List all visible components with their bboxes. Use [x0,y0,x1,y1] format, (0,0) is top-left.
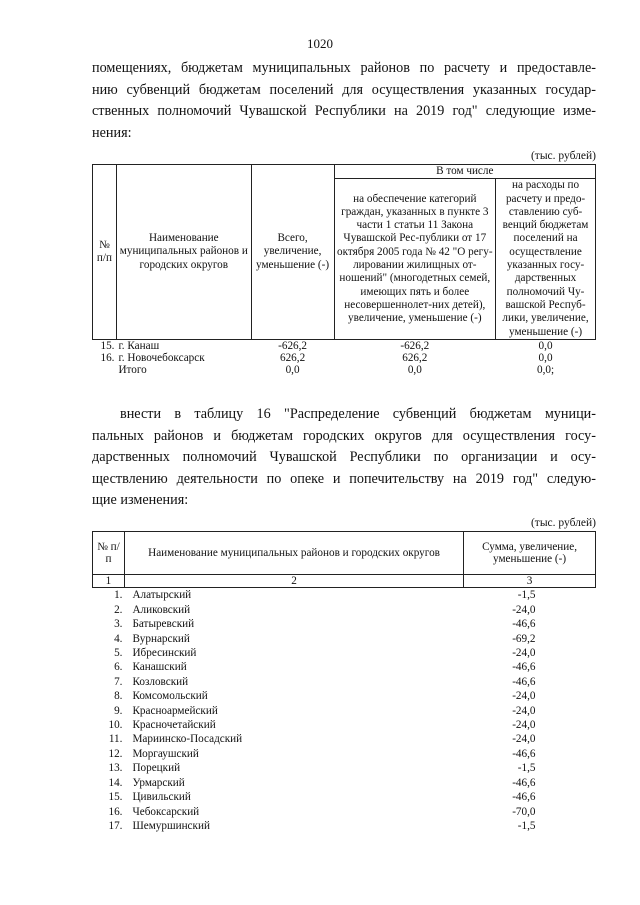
row-name: Аликовский [132,603,191,616]
row-num: 12. [108,747,123,760]
row-name: Ибресинский [132,647,197,660]
row-name: Чебоксарский [132,805,200,818]
row-name: Козловский [132,675,189,688]
t1-header-including: В том числе [334,165,595,179]
row-num: 14. [108,776,123,789]
row-value: -70,0 [512,805,536,818]
middle-line: внести в таблицу 16 "Распределение субвенций бюджетам муници- [120,406,596,422]
row-sub1: 626,2 [402,352,428,365]
t2-body [93,588,596,833]
row-value: -46,6 [512,618,536,631]
row-num: 17. [108,819,123,832]
row-name: Алатырский [132,589,192,602]
row-sub1: 0,0 [407,364,422,377]
row-value: -24,0 [512,647,536,660]
row-value: -1,5 [517,589,536,602]
row-value: -1,5 [517,762,536,775]
row-num: 16. [100,352,115,365]
t2-index-col3: 3 [464,575,596,588]
middle-line: щие изменения: [92,492,189,508]
row-name: Батыревский [132,618,195,631]
row-num: 2. [114,603,123,616]
row-total: 0,0 [285,364,300,377]
t1-header-total: Всего, увеличение, уменьшение (-) [251,165,334,340]
row-value: -46,6 [512,661,536,674]
row-value: -1,5 [517,819,536,832]
row-value: -46,6 [512,776,536,789]
table-row [93,689,596,703]
row-name: Порецкий [132,762,181,775]
table-row [93,339,596,352]
row-name: Шемуршинский [132,819,210,832]
table-row [93,732,596,746]
row-name: Урмарский [132,776,185,789]
row-name: Красноармейский [132,704,218,717]
row-value: -24,0 [512,719,536,732]
row-num: 15. [100,339,115,352]
row-value: -46,6 [512,675,536,688]
row-name: г. Новочебоксарск [118,352,205,365]
page-number: 1020 [307,36,333,51]
row-value: -46,6 [512,791,536,804]
t1-header-name: Наименование муниципальных районов и городских округов [116,165,251,340]
table-row [93,588,596,603]
row-num: 15. [108,791,123,804]
table-row [93,352,596,364]
row-num: 6. [114,661,123,674]
row-total: 626,2 [279,352,306,365]
row-num: 1. [114,589,123,602]
table-row [93,617,596,631]
row-name: Красночетайский [132,719,216,732]
table-row [93,646,596,660]
table-row [93,776,596,790]
t2-index-col1: 1 [93,575,125,588]
row-num: 7. [114,675,123,688]
table-row [93,603,596,617]
table-row [93,675,596,689]
table-row [93,660,596,674]
intro-line: ственных полномочий Чувашской Республики на 2019 год" следующие изме- [92,103,596,119]
t2-header-name: Наименование муниципальных районов и городских округов [124,532,463,575]
middle-paragraph [92,404,596,512]
row-total: -626,2 [278,339,308,352]
row-num: 9. [114,704,123,717]
subventions-table-16 [92,531,596,833]
row-num: 8. [114,690,123,703]
intro-line: нения: [92,124,132,141]
row-num: 13. [108,762,123,775]
table-row [93,704,596,718]
subventions-table-1 [92,164,596,376]
row-name: Комсомольский [132,690,208,703]
t2-header-num: № п/п [93,532,125,575]
row-value: -69,2 [512,632,536,645]
row-value: -24,0 [512,704,536,717]
t1-header-num: № п/п [93,165,117,340]
row-sub2: 0,0 [538,339,553,352]
table-row [93,790,596,804]
row-name: Итого [118,364,147,377]
row-num: 11. [108,733,123,746]
row-sub1: -626,2 [400,339,430,352]
row-num: 3. [114,618,123,631]
t1-header-sub2: на расходы по расчету и предо-ставлению суб-венций бюджетам поселений на осуществление указанных госу-дарственных полномочий Чу-вашской Респуб-лики, увеличение, уменьшение (-) [496,179,596,340]
table-row [93,632,596,646]
row-name: Цивильский [132,791,191,804]
t1-header-sub1: на обеспечение категорий граждан, указанных в пункте 3 части 1 статьи 11 Закона Чувашской Рес-публики от 17 октября 2005 года № 42 "О регу-лировании жилищных от-ношений" (многодетных семей, имеющих пять и более несовершеннолет-них детей), увеличение, уменьшение (-) [334,179,496,340]
row-value: -24,0 [512,733,536,746]
row-sub2: 0,0; [537,364,555,377]
row-value: -24,0 [512,603,536,616]
row-num: 10. [108,719,123,732]
row-name: Вурнарский [132,632,190,645]
table2-unit: (тыс. рублей) [530,517,596,529]
table-row [93,761,596,775]
row-num: 16. [108,805,123,818]
row-name: г. Канаш [118,339,160,352]
middle-line: пальных районов и бюджетам городских округов для осуществления госу- [92,427,596,444]
row-value: -24,0 [512,690,536,703]
middle-line: ществлению деятельности по опеке и попечительству на 2019 год" следую- [92,470,596,487]
intro-line: нию субвенций бюджетам поселений для осуществления указанных государ- [92,81,596,98]
row-name: Моргаушский [132,747,199,760]
t2-header-sum: Сумма, увеличение, уменьшение (-) [464,532,596,575]
table-row [93,718,596,732]
row-value: -46,6 [512,747,536,760]
row-num: 5. [114,647,123,660]
row-num [93,364,117,376]
row-sub2: 0,0 [538,352,553,365]
table-row [93,805,596,819]
table-row [93,747,596,761]
table-row [93,819,596,833]
row-name: Мариинско-Посадский [132,733,243,746]
intro-line: помещениях, бюджетам муниципальных районов по расчету и предоставле- [92,60,596,76]
intro-paragraph [92,58,596,144]
row-num: 4. [114,632,123,645]
row-name: Канашский [132,661,187,674]
middle-line: дарственных полномочий Чувашской Республики по организации и осу- [92,449,596,465]
table1-unit: (тыс. рублей) [530,150,596,162]
table-row-total [93,364,596,376]
t2-index-col2: 2 [124,575,463,588]
